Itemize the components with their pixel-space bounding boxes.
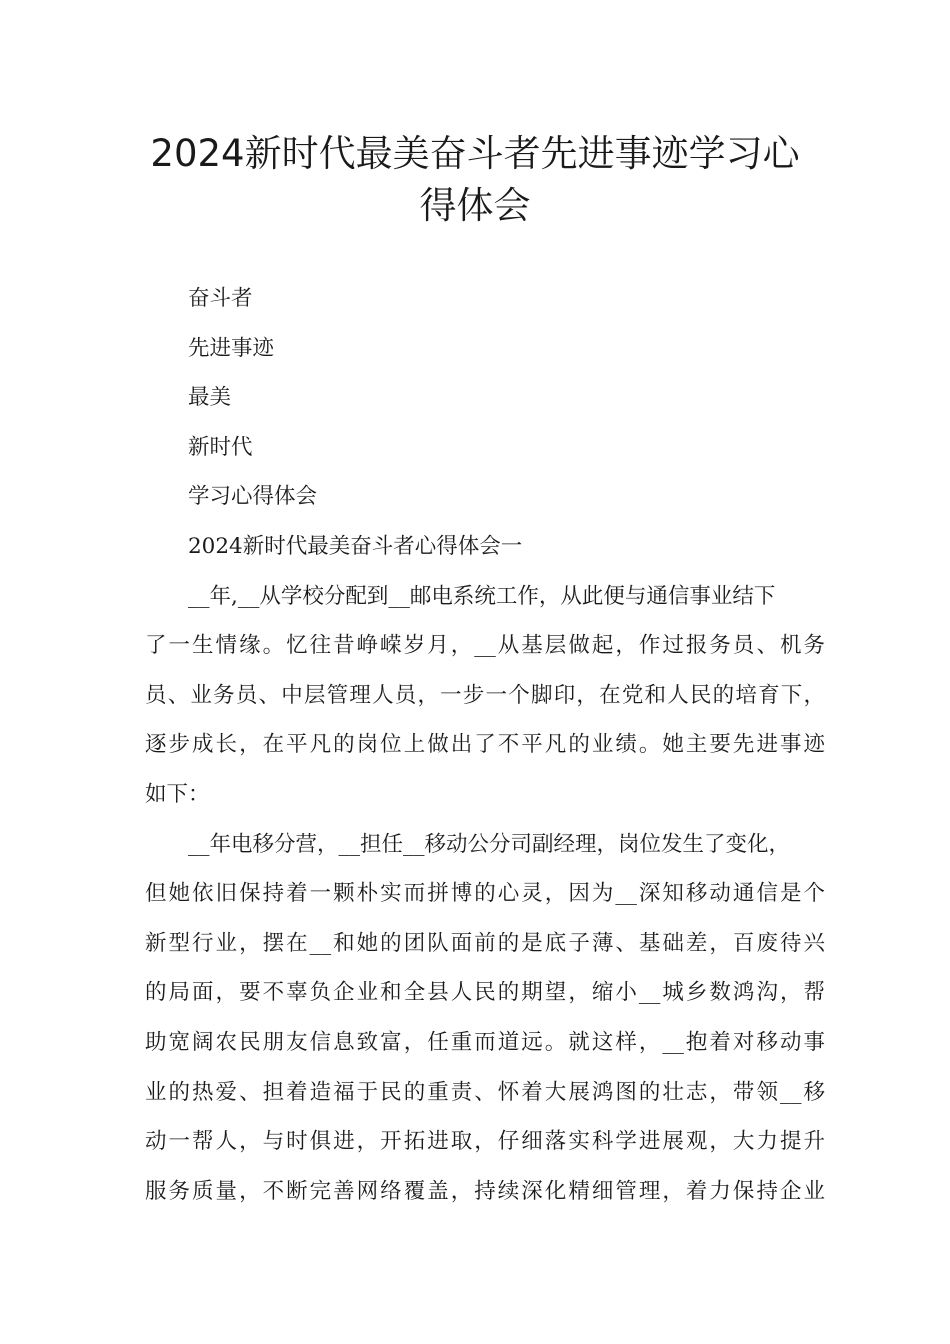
paragraph-line: 动一帮人，与时俱进，开拓进取，仔细落实科学进展观，大力提升 bbox=[145, 1129, 825, 1155]
paragraph-2 bbox=[145, 820, 825, 1217]
paragraph-line: 业的热爱、担着造福于民的重责、怀着大展鸿图的壮志，带领__移 bbox=[145, 1079, 825, 1105]
document-title bbox=[120, 128, 830, 232]
keyword-item: 新时代 bbox=[188, 434, 253, 460]
paragraph-line: __年电移分营，__担任__移动公分司副经理，岗位发生了变化， bbox=[188, 831, 791, 857]
document-body bbox=[145, 274, 825, 1216]
paragraph-line: 逐步成长，在平凡的岗位上做出了不平凡的业绩。她主要先进事迹 bbox=[145, 732, 825, 758]
keyword-item: 先进事迹 bbox=[188, 335, 275, 361]
paragraph-line: 了一生情缘。忆往昔峥嵘岁月，__从基层做起，作过报务员、机务 bbox=[145, 633, 825, 659]
paragraph-line: 员、业务员、中层管理人员，一步一个脚印，在党和人民的培育下， bbox=[145, 682, 825, 708]
keyword-item: 最美 bbox=[188, 385, 232, 411]
title-line-1: 2024新时代最美奋斗者先进事迹学习心 bbox=[150, 132, 800, 175]
paragraph-line: __年,__从学校分配到__邮电系统工作，从此便与通信事业结下 bbox=[188, 583, 776, 609]
paragraph-line: 但她依旧保持着一颗朴实而拼博的心灵，因为__深知移动通信是个 bbox=[145, 881, 825, 907]
paragraph-line: 如下： bbox=[145, 781, 210, 807]
paragraph-line: 服务质量，不断完善网络覆盖，持续深化精细管理，着力保持企业 bbox=[145, 1178, 825, 1204]
section-heading: 2024新时代最美奋斗者心得体会一 bbox=[188, 533, 523, 559]
paragraph-line: 助宽阔农民朋友信息致富，任重而道远。就这样，__抱着对移动事 bbox=[145, 1029, 825, 1055]
paragraph-1 bbox=[145, 572, 825, 820]
paragraph-line: 新型行业，摆在__和她的团队面前的是底子薄、基础差，百废待兴 bbox=[145, 930, 825, 956]
title-line-2: 得体会 bbox=[419, 184, 531, 227]
keyword-item: 学习心得体会 bbox=[188, 484, 318, 510]
keyword-item: 奋斗者 bbox=[188, 286, 253, 311]
paragraph-line: 的局面，要不辜负企业和全县人民的期望，缩小__城乡数鸿沟，帮 bbox=[145, 980, 825, 1006]
